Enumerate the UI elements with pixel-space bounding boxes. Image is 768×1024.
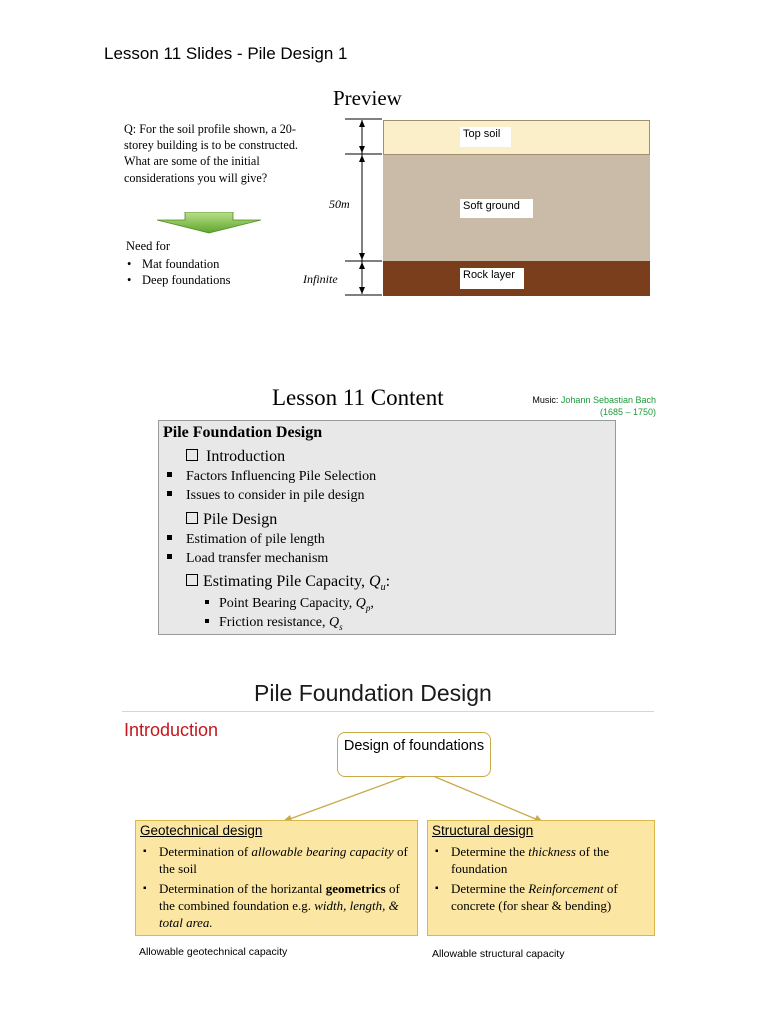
list-item	[167, 488, 364, 504]
section-label-end: :	[385, 573, 391, 590]
section-label: Introduction	[206, 448, 286, 465]
text: of concrete (for shear & bending)	[451, 881, 618, 913]
structural-heading: Structural design	[432, 823, 534, 838]
down-arrow-icon	[157, 212, 261, 234]
text-italic: thickness	[528, 844, 576, 859]
geotechnical-design-box	[135, 820, 418, 936]
item-text: Point Bearing Capacity,	[219, 596, 356, 611]
item-end: ,	[370, 596, 374, 611]
item-symbol: Q	[329, 615, 340, 630]
list-item	[167, 532, 325, 548]
capacity-subscript: u	[380, 582, 386, 594]
list-item: • Deep foundations	[124, 272, 231, 288]
dimension-50m-label: 50m	[329, 197, 350, 211]
item-text: Issues to consider in pile design	[186, 488, 365, 503]
section-estimating-capacity	[186, 573, 390, 593]
content-heading: Pile Foundation Design	[163, 424, 323, 441]
square-bullet-icon	[167, 535, 172, 540]
sub-list-item	[205, 596, 374, 613]
square-bullet-icon	[205, 619, 209, 623]
soft-ground-label: Soft ground	[460, 199, 533, 218]
list-item	[167, 469, 376, 485]
text: of the combined foundation e.g.	[159, 881, 400, 913]
text: of the soil	[159, 844, 408, 876]
text-italic: allowable bearing capacity	[251, 844, 394, 859]
square-bullet-icon	[167, 472, 172, 477]
section-pile-design	[186, 511, 277, 529]
slide3-subtitle: Introduction	[124, 720, 219, 740]
geotechnical-heading: Geotechnical design	[140, 823, 263, 838]
text-bold: geometrics	[325, 881, 386, 896]
document-title: Lesson 11 Slides - Pile Design 1	[104, 44, 348, 63]
section-introduction	[186, 448, 285, 466]
structural-caption: Allowable structural capacity	[432, 948, 565, 960]
needs-list	[124, 256, 231, 288]
item-text: Factors Influencing Pile Selection	[186, 469, 377, 484]
rock-layer-label: Rock layer	[460, 268, 524, 289]
list-item	[430, 843, 652, 877]
geotechnical-caption: Allowable geotechnical capacity	[139, 946, 288, 958]
text: Determine the	[451, 881, 529, 896]
slide1-title: Preview	[333, 86, 402, 110]
slide2-title: Lesson 11 Content	[272, 385, 444, 410]
design-of-foundations-box: Design of foundations	[337, 732, 491, 777]
title-divider	[122, 711, 654, 712]
top-soil-layer	[383, 120, 650, 155]
text: of the foundation	[451, 844, 610, 876]
list-item: • Mat foundation	[124, 256, 231, 272]
geotechnical-list	[138, 843, 416, 934]
item-symbol: Q	[355, 596, 366, 611]
list-item	[430, 880, 652, 914]
dimension-infinite-label: Infinite	[303, 272, 338, 286]
text: Determination of	[159, 844, 252, 859]
item-text: Load transfer mechanism	[186, 551, 329, 566]
section-label: Estimating Pile Capacity,	[203, 573, 370, 590]
need-for-label: Need for	[126, 239, 171, 253]
square-bullet-icon	[167, 554, 172, 559]
text: Determine the	[451, 844, 529, 859]
structural-list	[430, 843, 652, 917]
checkbox-icon	[186, 574, 198, 586]
item-text: Estimation of pile length	[186, 532, 325, 547]
slide3-title: Pile Foundation Design	[254, 680, 492, 706]
list-item	[167, 551, 328, 567]
top-soil-label: Top soil	[460, 127, 511, 147]
checkbox-icon	[186, 449, 198, 461]
item-text: Friction resistance,	[219, 615, 330, 630]
section-label: Pile Design	[203, 511, 278, 528]
item-subscript: s	[339, 621, 343, 632]
structural-design-box	[427, 820, 655, 936]
list-item	[138, 843, 416, 877]
list-item	[138, 880, 416, 931]
sub-list-item	[205, 615, 343, 632]
text-italic: Reinforcement	[528, 881, 604, 896]
capacity-symbol: Q	[369, 573, 381, 590]
music-prefix: Music:	[532, 395, 561, 405]
text: Determination of the horizantal	[159, 881, 326, 896]
music-composer: Johann Sebastian Bach (1685 – 1750)	[560, 395, 656, 417]
square-bullet-icon	[167, 491, 172, 496]
connector-arrows	[270, 772, 570, 824]
text-italic: width, length, & total area.	[159, 898, 399, 930]
music-credit	[532, 394, 656, 418]
square-bullet-icon	[205, 600, 209, 604]
item-subscript: p	[365, 602, 371, 613]
checkbox-icon	[186, 512, 198, 524]
slide1-question: Q: For the soil profile shown, a 20-storey building is to be constructed. What are some of the initial considerations you will give?	[124, 122, 298, 185]
